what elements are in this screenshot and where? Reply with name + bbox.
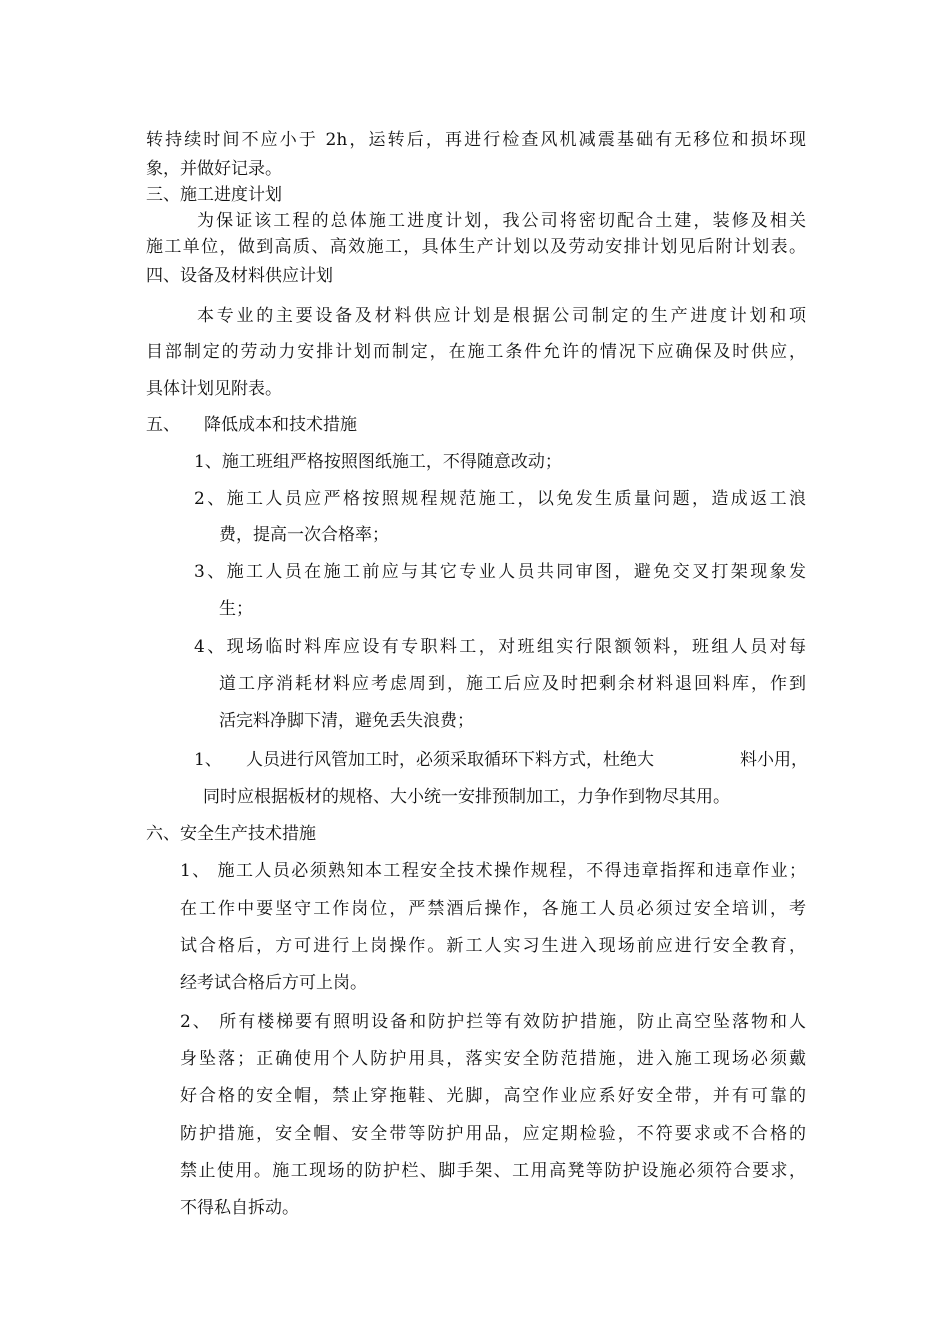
text-line: 同时应根据板材的规格、大小统一安排预制加工，力争作到物尽其用。 [203,787,730,807]
list-item: 2、 所有楼梯要有照明设备和防护拦等有效防护措施，防止高空坠落物和人 [180,1012,806,1032]
text-line: 在工作中要坚守工作岗位，严禁酒后操作，各施工人员必须过安全培训，考 [180,899,806,919]
section-heading: 三、施工进度计划 [146,185,282,205]
text-line: 不得私自拆动。 [180,1198,299,1218]
list-number: 1、 [194,750,222,770]
text-line: 禁止使用。施工现场的防护栏、脚手架、工用高凳等防护设施必须符合要求， [180,1161,806,1181]
section-heading: 降低成本和技术措施 [204,415,357,435]
text-line: 具体计划见附表。 [146,379,282,399]
section-heading: 六、安全生产技术措施 [146,824,316,844]
text-line: 生； [219,599,253,619]
list-item: 4、现场临时料库应设有专职料工，对班组实行限额领料，班组人员对每 [194,637,806,657]
text-line: 目部制定的劳动力安排计划而制定，在施工条件允许的情况下应确保及时供应， [146,342,806,362]
text-line: 身坠落；正确使用个人防护用具，落实安全防范措施，进入施工现场必须戴 [180,1049,806,1069]
list-item: 3、施工人员在施工前应与其它专业人员共同审图，避免交叉打架现象发 [194,562,806,582]
text-line: 料小用， [740,750,808,770]
text-line: 费，提高一次合格率； [219,525,389,545]
text-line: 防护措施，安全帽、安全带等防护用品，应定期检验，不符要求或不合格的 [180,1124,806,1144]
text-line: 活完料净脚下清，避免丢失浪费； [219,711,474,731]
list-item: 人员进行风管加工时，必须采取循环下料方式，杜绝大 [246,750,654,770]
text-line: 为保证该工程的总体施工进度计划，我公司将密切配合土建，装修及相关 [197,211,806,231]
list-item: 2、施工人员应严格按照规程规范施工，以免发生质量问题，造成返工浪 [194,489,806,509]
text-line: 施工单位，做到高质、高效施工，具体生产计划以及劳动安排计划见后附计划表。 [146,237,806,257]
section-heading: 四、设备及材料供应计划 [146,266,333,286]
text-line: 经考试合格后方可上岗。 [180,973,367,993]
text-line: 试合格后，方可进行上岗操作。新工人实习生进入现场前应进行安全教育， [180,936,806,956]
list-item: 1、 施工人员必须熟知本工程安全技术操作规程，不得违章指挥和违章作业； [180,861,806,881]
section-number: 五、 [146,415,180,435]
text-line: 本专业的主要设备及材料供应计划是根据公司制定的生产进度计划和项 [197,306,806,326]
text-line: 象，并做好记录。 [146,159,282,179]
text-line: 好合格的安全帽，禁止穿拖鞋、光脚，高空作业应系好安全带，并有可靠的 [180,1086,806,1106]
text-line: 道工序消耗材料应考虑周到，施工后应及时把剩余材料退回料库，作到 [219,674,806,694]
text-line: 转持续时间不应小于 2h，运转后，再进行检查风机减震基础有无移位和损坏现 [146,130,806,150]
list-item: 1、施工班组严格按照图纸施工，不得随意改动； [194,452,562,472]
